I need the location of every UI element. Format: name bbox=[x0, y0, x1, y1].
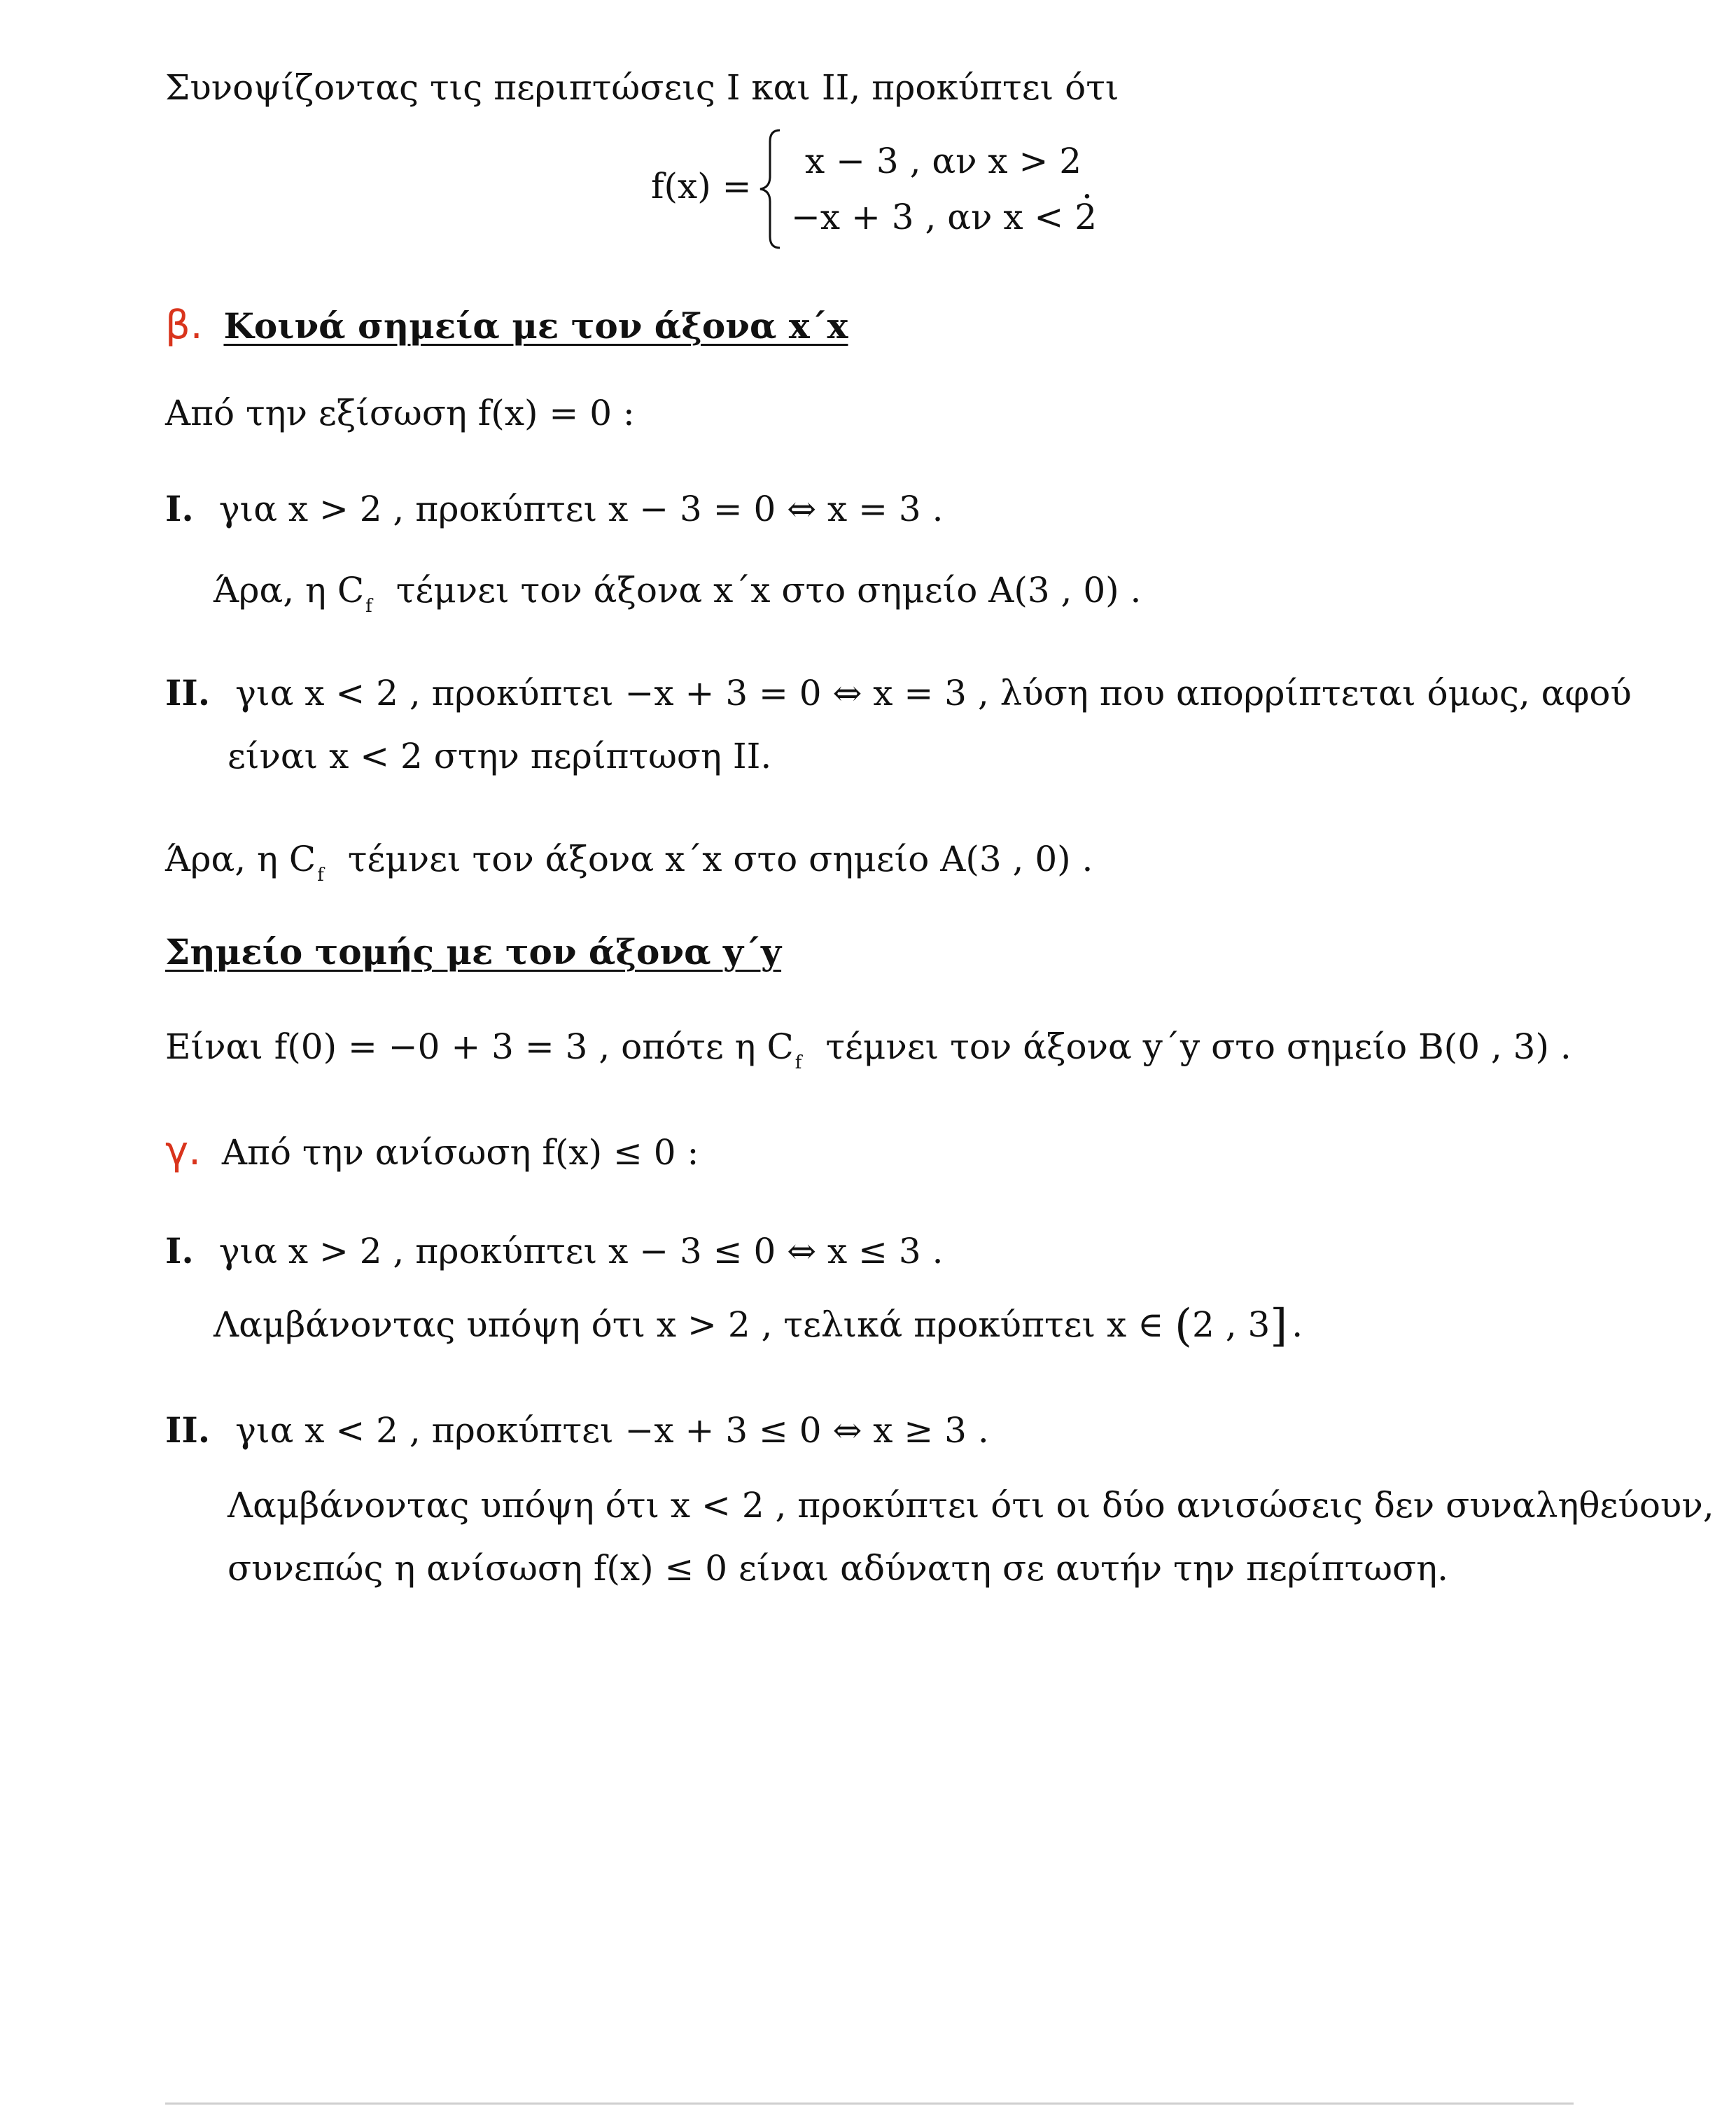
gamma-case-ii-label: ΙΙ. bbox=[165, 1409, 211, 1451]
interval-bounds: 2 , 3 bbox=[1191, 1304, 1270, 1345]
gamma-case-ii-row bbox=[165, 1409, 989, 1451]
interval-open-paren: ( bbox=[1175, 1300, 1192, 1352]
section-gamma-text: Από την ανίσωση f(x) ≤ 0 : bbox=[221, 1132, 699, 1173]
case-row-1: x − 3 , αν x > 2 bbox=[805, 141, 1082, 181]
y-intercept-text-a: Είναι f(0) = −0 + 3 = 3 , οπότε η C bbox=[165, 1026, 794, 1067]
section-gamma-label: γ. bbox=[165, 1129, 201, 1174]
gamma-case-ii-text: για x < 2 , προκύπτει −x + 3 ≤ 0 ⇔ x ≥ 3 . bbox=[235, 1410, 989, 1451]
gamma-case-i-text: για x > 2 , προκύπτει x − 3 ≤ 0 ⇔ x ≤ 3 . bbox=[218, 1231, 944, 1271]
gamma-case-i-row bbox=[165, 1230, 944, 1272]
summary-sentence: Συνοψίζοντας τις περιπτώσεις Ι και ΙΙ, προκύπτει ότι bbox=[165, 67, 1119, 108]
conclusion-text-a: Άρα, η C bbox=[214, 570, 365, 611]
gamma-case-i-conclusion bbox=[214, 1300, 1303, 1352]
piecewise-function bbox=[651, 126, 1141, 252]
case-i-label: Ι. bbox=[165, 488, 194, 529]
conclusion-text-b: τέμνει τον άξονα x΄x στο σημείο A(3 , 0) . bbox=[347, 839, 1093, 879]
subscript-f: f bbox=[317, 865, 324, 886]
case-i-row bbox=[165, 488, 944, 530]
case-i-text: για x > 2 , προκύπτει x − 3 = 0 ⇔ x = 3 . bbox=[218, 489, 944, 529]
left-brace-icon bbox=[756, 126, 784, 252]
interval-period: . bbox=[1292, 1304, 1303, 1345]
section-beta-heading-row bbox=[165, 302, 848, 348]
case-ii-row bbox=[165, 672, 1632, 714]
conclusion-text-a: Άρα, η C bbox=[165, 839, 316, 879]
case-ii-label: ΙΙ. bbox=[165, 672, 211, 713]
subscript-f: f bbox=[794, 1052, 802, 1073]
gamma-case-i-label: Ι. bbox=[165, 1230, 194, 1271]
function-lhs: f(x) = bbox=[651, 166, 752, 207]
y-intercept-text-b: τέμνει τον άξονα y΄y στο σημείο B(0 , 3) . bbox=[825, 1026, 1572, 1067]
y-axis-heading: Σημείο τομής με τον άξονα y΄y bbox=[165, 931, 782, 972]
section-gamma-row bbox=[165, 1131, 699, 1173]
case-ii-continuation: είναι x < 2 στην περίπτωση ΙΙ. bbox=[227, 736, 772, 776]
interval-close-bracket: ] bbox=[1270, 1300, 1288, 1352]
beta-conclusion bbox=[165, 838, 1093, 896]
bottom-divider bbox=[165, 2102, 1574, 2105]
section-beta-title: Κοινά σημεία με τον άξονα x΄x bbox=[223, 305, 848, 347]
gamma-case-ii-conclusion: συνεπώς η ανίσωση f(x) ≤ 0 είναι αδύνατη σε αυτήν την περίπτωση. bbox=[227, 1548, 1448, 1589]
interval-sentence: Λαμβάνοντας υπόψη ότι x > 2 , τελικά προκύπτει x ∈ bbox=[214, 1304, 1164, 1345]
gamma-case-ii-explanation: Λαμβάνοντας υπόψη ότι x < 2 , προκύπτει ότι οι δύο ανισώσεις δεν συναληθεύουν, bbox=[227, 1485, 1714, 1526]
conclusion-text-b: τέμνει τον άξονα x΄x στο σημείο A(3 , 0) . bbox=[396, 570, 1142, 611]
case-row-2: −x + 3 , αν x < 2 bbox=[791, 197, 1098, 237]
y-intercept-sentence bbox=[165, 1026, 1572, 1084]
subscript-f: f bbox=[365, 596, 372, 617]
case-ii-text: για x < 2 , προκύπτει −x + 3 = 0 ⇔ x = 3 , λύση που απορρίπτεται όμως, αφού bbox=[235, 673, 1632, 713]
case-i-conclusion bbox=[214, 569, 1141, 627]
equation-intro: Από την εξίσωση f(x) = 0 : bbox=[165, 393, 635, 433]
case-period: . bbox=[1082, 166, 1093, 207]
section-beta-label: β. bbox=[165, 302, 203, 348]
